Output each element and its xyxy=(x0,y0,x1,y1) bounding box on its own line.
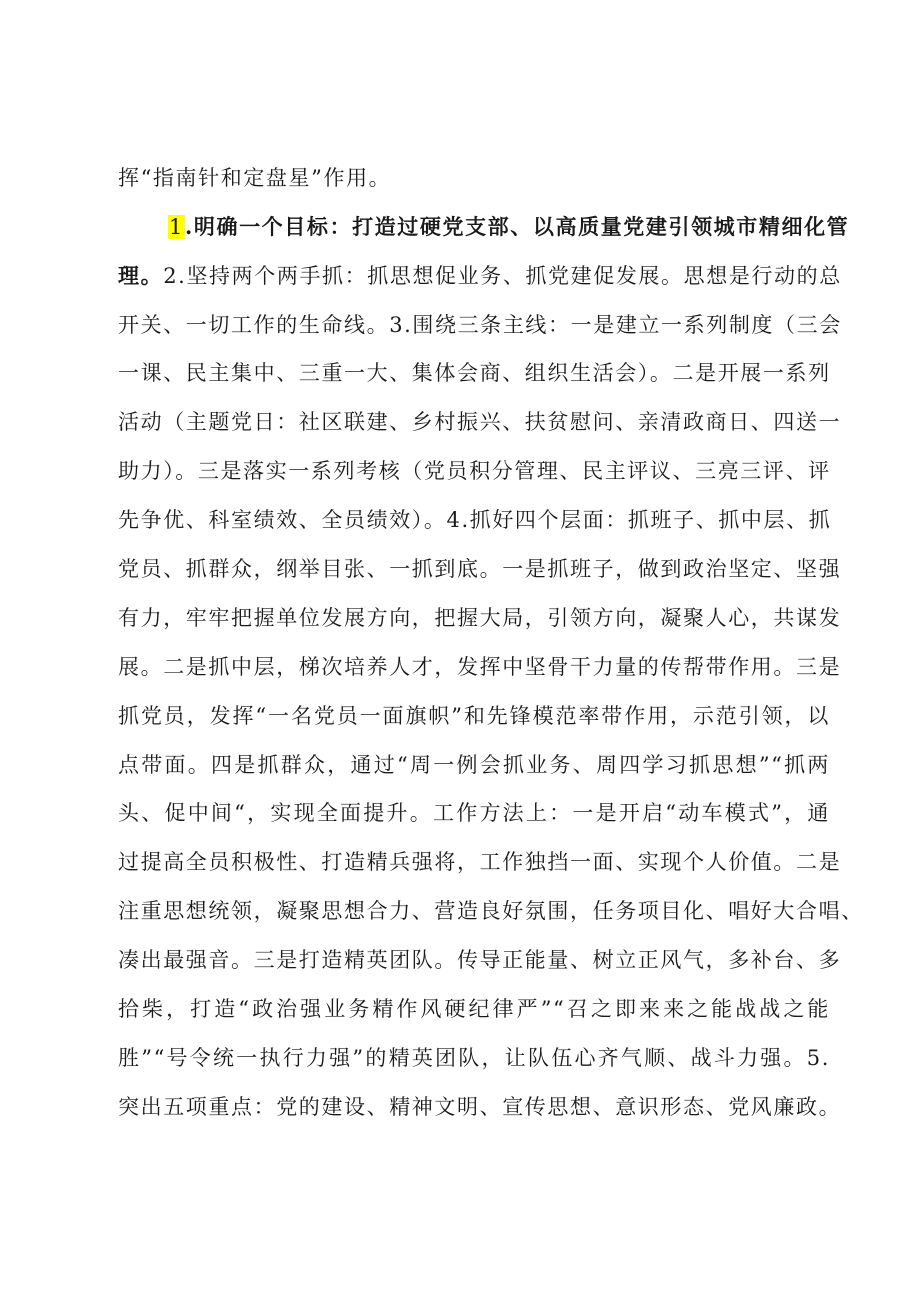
paragraph-line-3 xyxy=(118,258,842,294)
line-text: 助力）。三是落实一系列考核（党员积分管理、民主评议、三亮三评、评 xyxy=(118,459,831,483)
line-text: 开关、一切工作的生命线。3.围绕三条主线：一是建立一系列制度（三会 xyxy=(118,313,842,337)
paragraph-line-14 xyxy=(118,795,830,831)
line-text: 凑出最强音。三是打造精英团队。传导正能量、树立正风气，多补台、多 xyxy=(118,948,842,972)
paragraph-line-4 xyxy=(118,307,842,343)
paragraph-line-20 xyxy=(118,1089,842,1125)
line-text: 2.坚持两个两手抓：抓思想促业务、抓党建促发展。思想是行动的总 xyxy=(163,264,842,288)
line-text: 有力，牢牢把握单位发展方向，把握大局，引领方向，凝聚人心，共谋发 xyxy=(118,606,842,630)
paragraph-line-18 xyxy=(118,991,830,1027)
paragraph-line-5 xyxy=(118,355,830,391)
paragraph-line-9 xyxy=(118,551,842,587)
line-text: 头、促中间“，实现全面提升。工作方法上：一是开启“动车模式”，通 xyxy=(118,801,830,825)
line-text: 注重思想统领，凝聚思想合力、营造良好氛围，任务项目化、唱好大合唱、 xyxy=(118,899,864,923)
paragraph-line-2 xyxy=(168,209,850,245)
paragraph-line-19 xyxy=(118,1040,830,1076)
bold-heading-end: 理。 xyxy=(118,263,164,288)
line-text: 挥“指南针和定盘星”作用。 xyxy=(118,166,392,190)
bold-heading-text: .明确一个目标：打造过硬党支部、以高质量党建引领城市精细化管 xyxy=(184,214,850,239)
line-text: 胜”“号令统一执行力强”的精英团队，让队伍心齐气顺、战斗力强。5. xyxy=(118,1046,830,1070)
paragraph-line-11 xyxy=(118,649,842,685)
paragraph-line-6 xyxy=(118,404,842,440)
line-text: 过提高全员积极性、打造精兵强将，工作独挡一面、实现个人价值。二是 xyxy=(118,850,842,874)
line-text: 一课、民主集中、三重一大、集体会商、组织生活会）。二是开展一系列 xyxy=(118,361,831,385)
line-text: 点带面。四是抓群众，通过“周一例会抓业务、周四学习抓思想”“抓两 xyxy=(118,753,830,777)
line-text: 突出五项重点：党的建设、精神文明、宣传思想、意识形态、党风廉政。 xyxy=(118,1095,842,1119)
highlighted-number: 1 xyxy=(169,215,184,239)
paragraph-line-8 xyxy=(118,502,830,538)
paragraph-line-12 xyxy=(118,698,830,734)
paragraph-line-1 xyxy=(118,160,830,196)
line-text: 先争优、科室绩效、全员绩效）。4.抓好四个层面：抓班子、抓中层、抓 xyxy=(118,508,832,532)
line-text: 活动（主题党日：社区联建、乡村振兴、扶贫慰问、亲清政商日、四送一 xyxy=(118,410,842,434)
line-text: 拾柴，打造“政治强业务精作风硬纪律严”“召之即来来之能战战之能 xyxy=(118,997,830,1021)
paragraph-line-13 xyxy=(118,747,830,783)
paragraph-line-17 xyxy=(118,942,842,978)
paragraph-line-16 xyxy=(118,893,864,929)
paragraph-line-15 xyxy=(118,844,842,880)
line-text: 展。二是抓中层，梯次培养人才，发挥中坚骨干力量的传帮带作用。三是 xyxy=(118,655,842,679)
line-text: 党员、抓群众，纲举目张、一抓到底。一是抓班子，做到政治坚定、坚强 xyxy=(118,557,842,581)
line-text: 抓党员，发挥“一名党员一面旗帜”和先锋模范率带作用，示范引领，以 xyxy=(118,704,830,728)
paragraph-line-10 xyxy=(118,600,842,636)
paragraph-line-7 xyxy=(118,453,830,489)
